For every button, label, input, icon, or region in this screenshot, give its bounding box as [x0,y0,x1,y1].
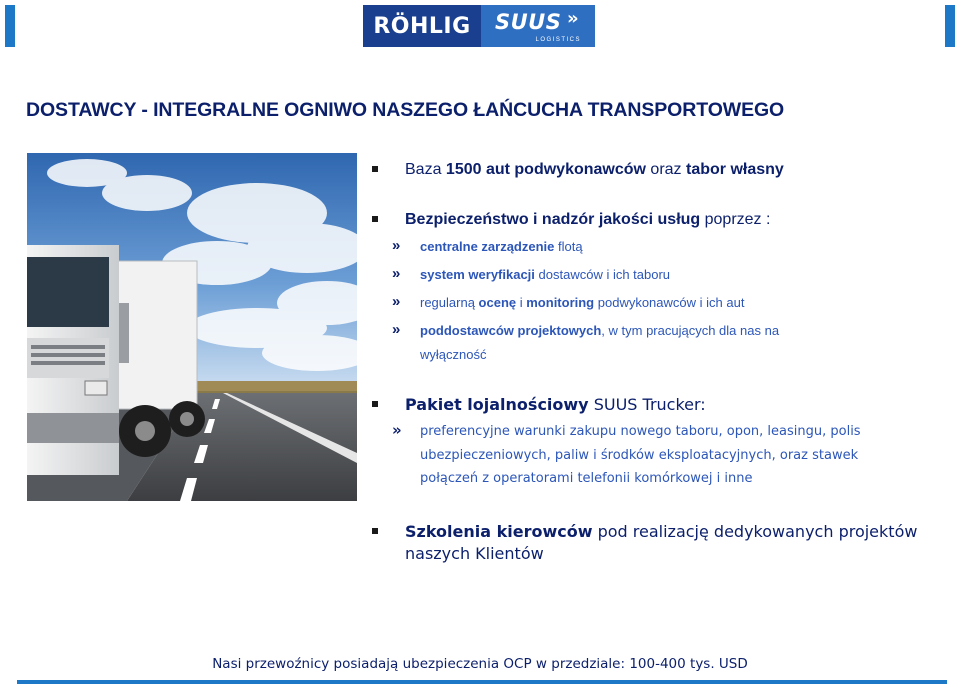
left-edge-bar [5,5,15,47]
text-part-bold: monitoring [526,295,595,310]
bullet-training-continuation: naszych Klientów [405,544,544,563]
text-part: preferencyjne warunki zakupu nowego taboru, opon, leasingu, polis [420,424,861,439]
sub-marker: » [392,237,401,254]
text-part: i [516,295,527,310]
page-title: DOSTAWCY - INTEGRALNE OGNIWO NASZEGO ŁAŃCUCHA TRANSPORTOWEGO [26,99,785,121]
sub-marker: » [392,421,402,439]
text-part-bold: Bezpieczeństwo i nadzór jakości usług [405,211,701,228]
text-part-bold: tabor własny [686,161,784,178]
text-part: oraz [645,161,686,178]
text-part: flotą [554,239,583,254]
truck-road-photo [27,153,357,501]
text-part-bold: 1500 aut podwykonawców [445,161,646,178]
bullet-fleet-text [405,160,784,180]
text-part: , w tym pracujących dla nas na [601,323,780,338]
text-part-bold: centralne zarządzenie [420,239,555,254]
bullet-square [372,166,378,172]
logo-suus-mark: » [567,8,579,29]
text-part: SUUS Trucker: [588,395,706,414]
sub-marker: » [392,293,401,310]
bullet-security-text [405,210,770,230]
footer-line [17,680,947,684]
text-part: ubezpieczeniowych, paliw i środków eksploatacyjnych, oraz stawek [420,448,859,463]
text-part-bold: poddostawców projektowych [420,323,602,338]
text-part: wyłączność [420,347,487,362]
logo-rohlig: RÖHLIG [363,5,481,47]
text-part-bold: Pakiet lojalnościowy [405,395,589,414]
sub-marker: » [392,265,401,282]
bullet-training-text [405,522,917,542]
text-part: podwykonawców i ich aut [594,295,745,310]
footer-note: Nasi przewoźnicy posiadają ubezpieczenia OCP w przedziale: 100-400 tys. USD [212,656,748,672]
bullet-square [372,401,378,407]
sub-marker: » [392,321,401,338]
bullet-square [372,528,378,534]
text-part-bold: system weryfikacji [420,267,535,282]
bullet-square [372,216,378,222]
text-part: Baza [405,161,446,178]
text-part-bold: Szkolenia kierowców [405,522,593,541]
text-part: pod realizację dedykowanych projektów [592,522,918,541]
bullet-loyalty-text [405,395,706,415]
text-part: połączeń z operatorami telefonii komórkowej i inne [420,471,753,486]
text-part: dostawców i ich taboru [534,267,671,282]
logo-suus-word: SUUS [495,10,562,34]
text-part: poprzez : [700,211,771,228]
content-area [372,0,952,689]
text-part-bold: ocenę [478,295,517,310]
text-part: regularną [420,295,479,310]
logo-suus-subtext: LOGISTICS [535,37,581,43]
